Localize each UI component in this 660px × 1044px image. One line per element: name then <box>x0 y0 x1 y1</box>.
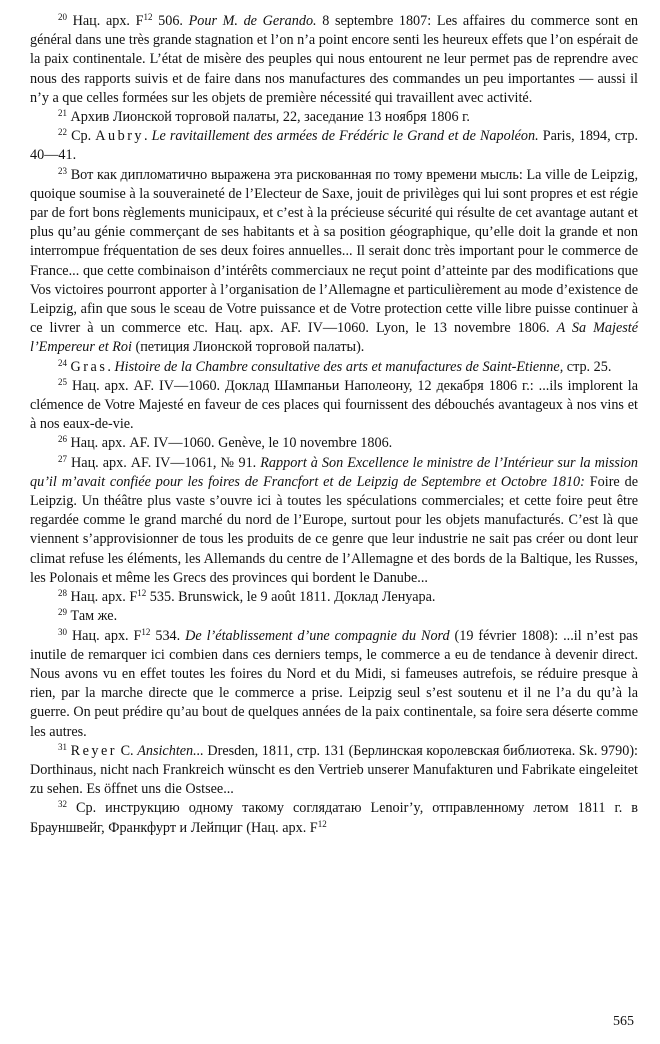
text: Там же. <box>70 608 118 625</box>
spaced-name: Reyer <box>70 742 117 759</box>
text: (петиция Лионской торговой палаты). <box>131 339 365 356</box>
italic-text: Le ravitaillement des armées de Frédéric le Grand et de Napoléon. <box>151 128 539 145</box>
text: C. <box>117 742 138 759</box>
text: 535. Brunswick, le 9 août 1811. Доклад Ленуара. <box>146 589 436 606</box>
italic-text: De l’établissement d’une compagnie du Nord <box>185 627 450 644</box>
italic-text: A Sa Majesté l’Empereur et Roi <box>30 320 638 356</box>
text: Нац. арх. F <box>70 589 138 606</box>
text: 8 septembre 1807: Les affaires du commerce sont en général dans une très grande stagnation et l’on n’a point encore senti les heureux effets que l’on espérait de la paix continentale. L’état de misère des peuples qui nous entourent ne leur permet pas de reprendre avec nous des rapports suivis et de faire dans nos manufactures des commandes un peu importantes — aussi il n’y a que celles formées sur les objets de première nécessité qui travaillent avec activité. <box>30 13 639 106</box>
footnote-31 <box>30 742 638 800</box>
footnote-32 <box>30 799 638 837</box>
footnotes-list <box>30 12 638 838</box>
text: . <box>107 358 115 375</box>
spaced-name: Aubry <box>95 128 145 145</box>
text: стр. 25. <box>563 358 612 375</box>
text: Ср. <box>71 128 96 145</box>
text: Нац. арх. AF. IV—1061, № 91. <box>71 454 261 471</box>
text: Нац. арх. AF. IV—1060. Доклад Шампаньи Наполеону, 12 декабря 1806 г.: ...ils implorent la clémence de Votre Majesté en faveur de ces places qui fournissent des débouchés avantageux à nos vins et à nos eaux-de-vie. <box>30 377 638 433</box>
italic-text: Ansichten... <box>137 742 204 759</box>
footnote-27 <box>30 454 638 588</box>
footnote-number: 22 <box>58 127 67 138</box>
superscript: 12 <box>143 12 153 22</box>
text: Нац. арх. AF. IV—1060. Genève, le 10 novembre 1806. <box>70 435 393 452</box>
text: . <box>144 128 152 145</box>
italic-text: Pour M. de Gerando. <box>188 13 317 29</box>
italic-text: Rapport à Son Excellence le ministre de l’Intérieur sur la mission qu’il m’avait confiée pour les foires de Francfort et de Leipzig de Septembre et Octobre 1810: <box>30 454 638 490</box>
footnote-20 <box>30 12 638 108</box>
text: Ср. инструкцию одному такому соглядатаю Lenoir’y, отправленному летом 1811 г. в Брауншвейг, Франкфурт и Лейпциг (Нац. арх. F <box>30 800 638 836</box>
text: Нац. арх. F <box>71 627 142 644</box>
footnote-number: 30 <box>58 626 67 637</box>
text: 534. <box>150 627 186 644</box>
footnote-23 <box>30 166 638 358</box>
text: Dresden, 1811, стр. 131 (Берлинская королевская библиотека. Sk. 9790): Dorthinaus, nicht nach Frankreich wünscht es den Vertrieb unserer Manufakturen und Fabrikate eingeleitet zu sehen. Es öffnet uns die Ostsee... <box>30 742 638 798</box>
footnote-number: 28 <box>58 588 67 599</box>
footnote-number: 23 <box>58 165 67 176</box>
footnote-number: 26 <box>58 434 67 445</box>
footnote-25 <box>30 377 638 435</box>
superscript: 12 <box>137 588 147 599</box>
footnote-number: 20 <box>58 12 67 22</box>
footnote-28 <box>30 588 638 607</box>
text: (19 février 1808): ...il n’est pas inutile de remarquer ici combien dans ces derniers temps, le commerce a eu de tendance à devenir direct. Nous avons vu en effet toutes les foires du Nord et du Midi, si fameuses autrefois, se réduire presque à rien, par la marche directe que le commerce a prise. Leipzig seul s’est soutenu et il ne l’a du qu’à la guerre. On peut prédire qu’au bout de quelques années de la paix continentale, sa foire sera déserte comme les autres. <box>30 627 639 740</box>
text: Paris, 1894, стр. 40—41. <box>30 128 639 164</box>
superscript: 12 <box>317 818 327 829</box>
page-number: 565 <box>613 1014 634 1029</box>
footnote-number: 31 <box>58 741 67 752</box>
footnote-24 <box>30 358 638 377</box>
footnote-number: 32 <box>58 799 67 810</box>
footnote-number: 21 <box>58 108 67 119</box>
spaced-name: Gras <box>70 358 108 375</box>
text: Архив Лионской торговой палаты, 22, заседание 13 ноября 1806 г. <box>70 109 470 126</box>
footnote-number: 24 <box>58 357 67 368</box>
footnote-30 <box>30 627 638 742</box>
footnote-29 <box>30 607 638 626</box>
footnote-21 <box>30 108 638 127</box>
text: Нац. арх. F <box>72 13 144 29</box>
footnote-number: 27 <box>58 453 67 464</box>
footnote-number: 25 <box>58 376 67 387</box>
italic-text: Histoire de la Chambre consultative des arts et manufactures de Saint-Etienne, <box>114 358 564 375</box>
footnote-number: 29 <box>58 607 67 618</box>
footnote-22 <box>30 127 638 165</box>
text: Вот как дипломатично выражена эта рискованная по тому времени мысль: La ville de Leipzig, quoique soumise à la souveraineté de l’Electeur de Saxe, jouit de privilèges qui lui sont propres et est régie par de fort bons règlements municipaux, et c’est à la précieuse sécurité qui résulte de cet avantage autant et plus qu’au génie commerçant de ses habitants et à sa position géographique, qu’elle doit la grande et non interrompue fréquentation de ses deux foires annuelles... Il serait donc très important pour le commerce de France... que cette combinaison d’intérêts commerciaux ne reçut point d’atteinte par des modifications que Vos victoires pourront apporter à l’organisation de l’Allemagne et particulièrement au mode d’existence de Leipzig, afin que sous le sceau de Votre puissance et de Votre protection cette ville libre puisse continuer à ce livrer à un commerce etc. Нац. арх. AF. IV—1060. Lyon, le 13 novembre 1806. <box>30 166 639 337</box>
text: 506. <box>152 13 189 29</box>
footnote-26 <box>30 434 638 453</box>
text: Foire de Leipzig. Un théâtre plus vaste s’ouvre ici à toutes les spéculations commerciales; et cette foire peut être regardée comme le grand marché du nord de l’Europe, surtout pour les objets manufacturés. C’est là que viennent s’approvisionner de tous les produits de ce genre que leur industrie ne sait pas créer ou dont leur climat refuse les éléments, les Allemands du centre de l’Allemagne et des bords de la Baltique, les Russes, les Polonais et même les Grecs des provinces qui bordent le Danube... <box>30 473 639 586</box>
superscript: 12 <box>141 626 151 637</box>
